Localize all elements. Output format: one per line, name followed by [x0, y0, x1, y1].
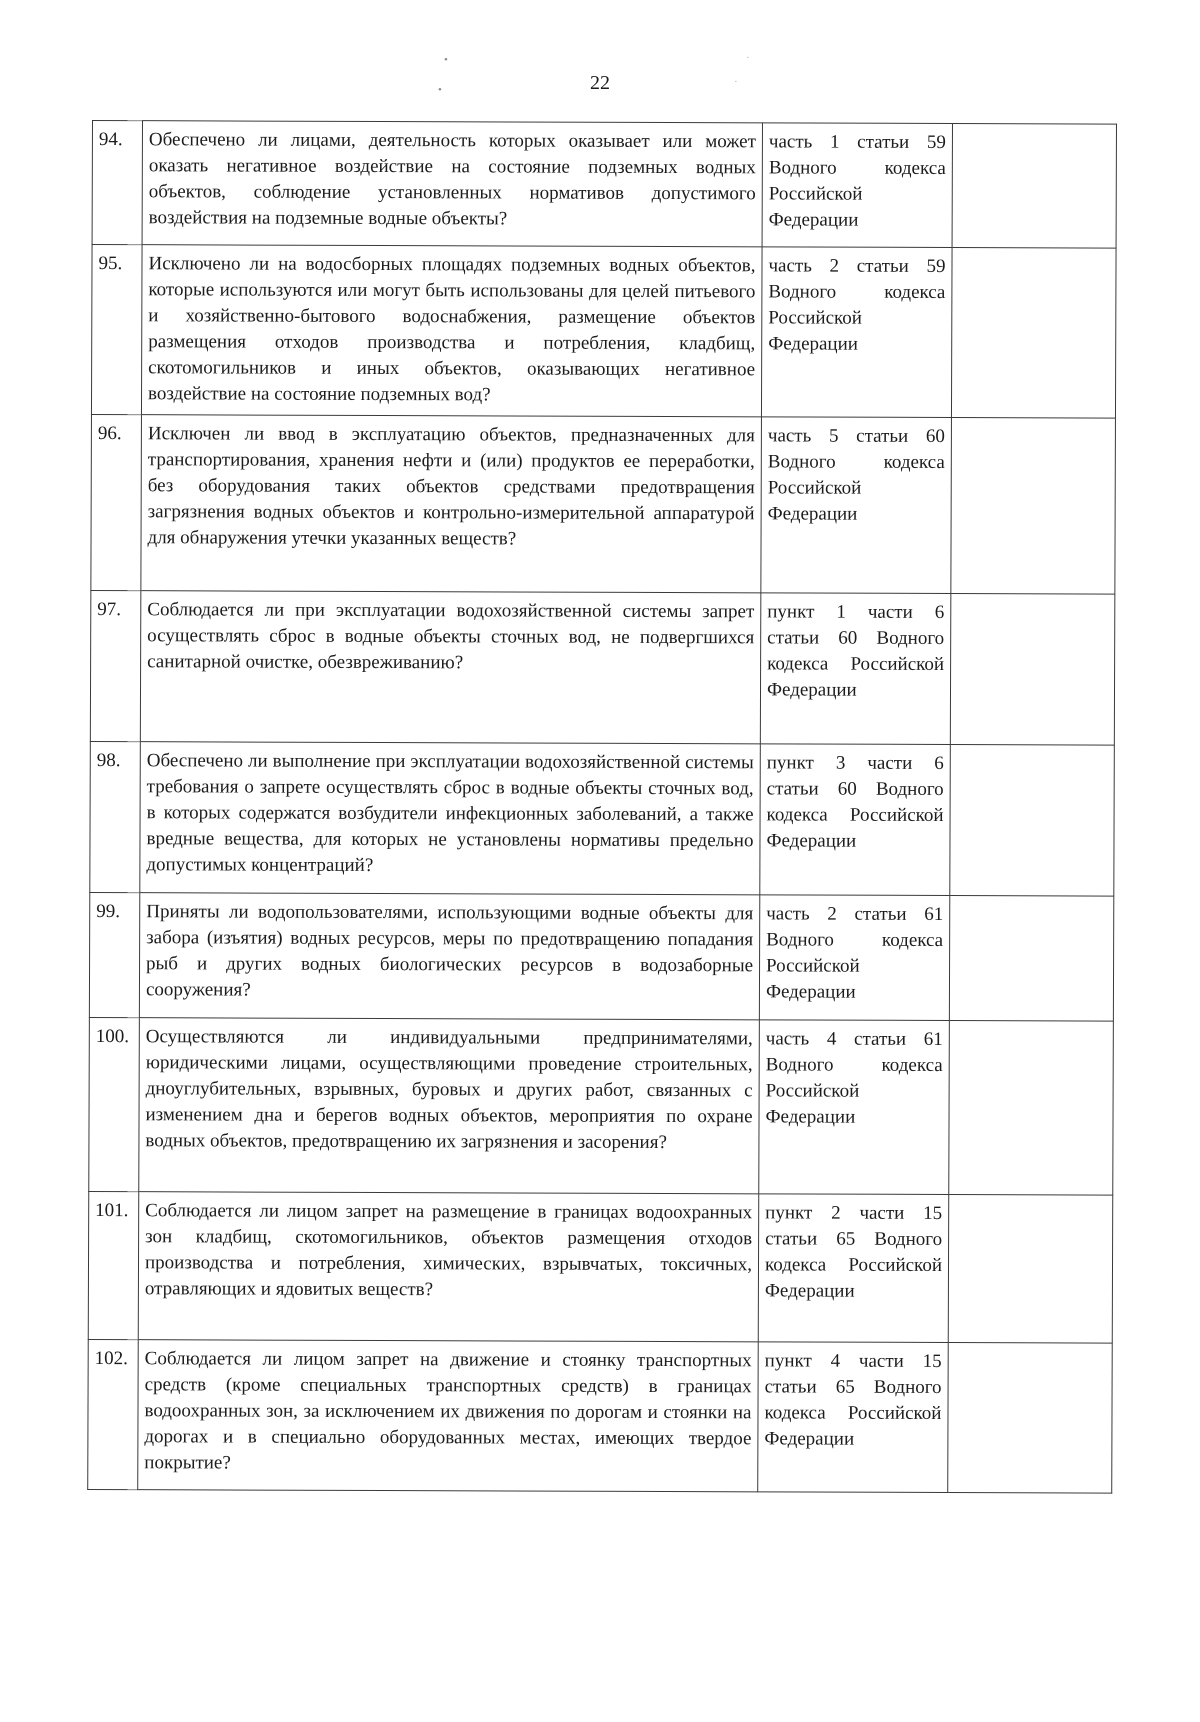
row-number: 95. [91, 245, 142, 415]
row-number: 96. [91, 414, 142, 590]
table-row [88, 1191, 1113, 1343]
scan-speck: • [438, 84, 442, 96]
row-number: 100. [89, 1017, 140, 1191]
legal-basis: пункт 4 части 15 статьи 65 Водного кодекса Российской Федерации [758, 1342, 949, 1493]
requirement-question: Осуществляются ли индивидуальными предпринимателями, юридическими лицами, осуществляющими проведение строительных, дноуглубительных, взрывных, буровых и других работ, связанных с изменением дна и берегов водных объектов, мероприятия по охране водных объектов, предотвращению их загрязнения и засорения? [139, 1018, 760, 1194]
table-row [91, 245, 1116, 419]
row-number: 99. [89, 892, 139, 1017]
requirement-question: Соблюдается ли лицом запрет на движение и стоянку транспортных средств (кроме специальных транспортных средств) в границах водоохранных зон, за исключением их движения по дорогам и стоянки на дорогах и в специально оборудованных местах, имеющих твердое покрытие? [138, 1340, 759, 1492]
answer-cell [952, 124, 1116, 249]
legal-basis: пункт 3 части 6 статьи 60 Водного кодекса Российской Федерации [760, 744, 951, 896]
scan-speck: · [734, 76, 738, 88]
scan-speck: • [444, 54, 448, 66]
answer-cell [949, 895, 1113, 1021]
requirement-question: Соблюдается ли при эксплуатации водохозяйственной системы запрет осуществлять сброс в водные объекты сточных вод, не подвергшихся санитарной очистке, обезвреживанию? [140, 591, 761, 744]
page-number: 22 [590, 72, 610, 94]
legal-basis: часть 5 статьи 60 Водного кодекса Российской Федерации [761, 417, 952, 594]
row-number: 102. [88, 1339, 139, 1489]
legal-basis: часть 2 статьи 61 Водного кодекса Российской Федерации [759, 895, 949, 1021]
legal-basis: часть 4 статьи 61 Водного кодекса Российской Федерации [759, 1020, 950, 1195]
requirement-question: Приняты ли водопользователями, использующими водные объекты для забора (изъятия) водных ресурсов, меры по предотвращению попадания рыб и других водных биологических ресурсов в водозаборные сооружения? [139, 893, 759, 1020]
checklist-table [87, 120, 1117, 1494]
table-row [91, 414, 1116, 594]
table-row [89, 892, 1113, 1021]
requirement-question: Обеспечено ли лицами, деятельность которых оказывает или может оказать негативное воздействие на состояние подземных водных объектов, соблюдение установленных нормативов допустимого воздействия на подземные водные объекты? [142, 121, 762, 247]
legal-basis: часть 2 статьи 59 Водного кодекса Российской Федерации [761, 247, 952, 418]
requirement-question: Исключен ли ввод в эксплуатацию объектов, предназначенных для транспортирования, хранения нефти и (или) продуктов ее переработки, без оборудования таких объектов средствами предотвращения загрязнения водных объектов и контрольно-измерительной аппаратурой для обнаружения утечки указанных веществ? [141, 415, 762, 593]
row-number: 97. [90, 590, 141, 741]
row-number: 94. [92, 121, 142, 245]
table-row [88, 1339, 1113, 1493]
requirement-question: Обеспечено ли выполнение при эксплуатации водохозяйственной системы требования о запрете осуществлять сброс в водные объекты сточных вод, в которых содержатся возбудители инфекционных заболеваний, а также вредные вещества, для которых не установлены нормативы предельно допустимых концентраций? [140, 742, 761, 895]
answer-cell [948, 1342, 1113, 1493]
row-number: 101. [88, 1191, 139, 1339]
answer-cell [950, 744, 1115, 896]
table-row [90, 590, 1115, 745]
answer-cell [951, 418, 1116, 595]
answer-cell [951, 248, 1116, 419]
legal-basis: пункт 2 части 15 статьи 65 Водного кодекса Российской Федерации [758, 1194, 949, 1343]
answer-cell [950, 594, 1115, 746]
legal-basis: пункт 1 части 6 статьи 60 Водного кодекса Российской Федерации [760, 593, 951, 745]
requirement-question: Соблюдается ли лицом запрет на размещение в границах водоохранных зон кладбищ, скотомогильников, объектов размещения отходов производства и потребления, химических, взрывчатых, токсичных, отравляющих и ядовитых веществ? [138, 1192, 759, 1342]
answer-cell [948, 1194, 1113, 1343]
row-number: 98. [90, 741, 141, 892]
table-row [92, 121, 1116, 249]
requirement-question: Исключено ли на водосборных площадях подземных водных объектов, которые используются или могут быть использованы для целей питьевого и хозяйственно-бытового водоснабжения, размещение объектов размещения отходов производства и потребления, кладбищ, скотомогильников и иных объектов, оказывающих негативное воздействие на состояние подземных вод? [141, 245, 762, 417]
legal-basis: часть 1 статьи 59 Водного кодекса Российской Федерации [762, 123, 952, 248]
table-row [90, 741, 1115, 896]
answer-cell [949, 1020, 1114, 1195]
scan-speck: · [746, 52, 750, 64]
table-row [89, 1017, 1114, 1195]
